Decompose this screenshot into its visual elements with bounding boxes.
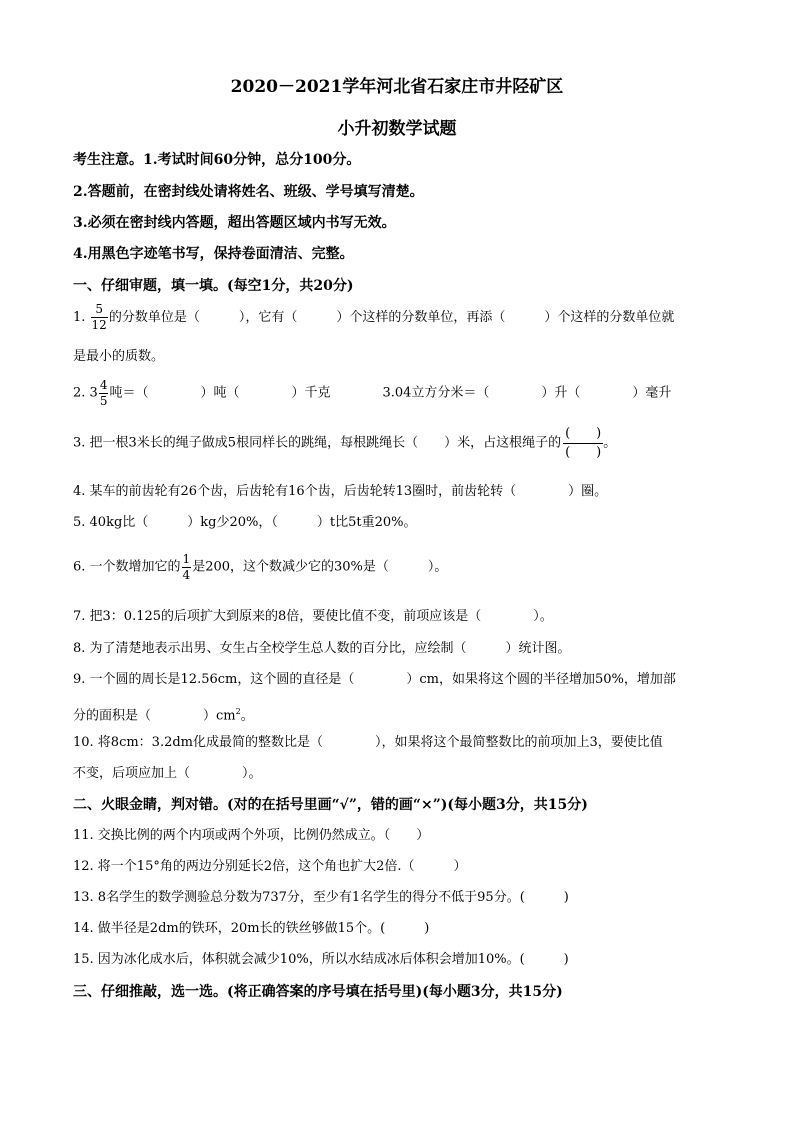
q2-text: 吨＝（ ）吨（ ）千克 3.04立方分米＝（ ）升（ ）毫升 — [109, 385, 672, 401]
q3-blank-fraction — [563, 425, 603, 462]
question-1-continued: 是最小的质数。 — [73, 349, 165, 364]
q3-blank-num: ( ) — [563, 425, 603, 444]
question-5: 5. 40kg比（ ）kg少20%，（ ）t比5t重20%。 — [73, 515, 417, 530]
question-2 — [73, 378, 671, 409]
question-15: 15. 因为冰化成水后，体积就会减少10%，所以水结成冰后体积会增加10%。( ) — [73, 952, 569, 967]
section-3-heading: 三、仔细推敲，选一选。(将正确答案的序号填在括号里)(每小题3分，共15分) — [73, 984, 563, 1000]
q1-frac-den: 12 — [91, 318, 107, 332]
q9-line2: 分的面积是（ ）cm — [73, 708, 236, 724]
q1-prefix: 1. — [73, 310, 90, 325]
q6-frac-num: 1 — [182, 552, 191, 566]
notice-line-1: 考生注意。1.考试时间60分钟，总分100分。 — [73, 152, 361, 168]
notice-line-3: 3.必须在密封线内答题，超出答题区域内书写无效。 — [73, 215, 396, 231]
question-9-continued — [73, 703, 254, 725]
question-9: 9. 一个圆的周长是12.56cm，这个圆的直径是（ ）cm，如果将这个圆的半径增加50%，增加部 — [73, 672, 676, 687]
question-14: 14. 做半径是2dm的铁环，20m长的铁丝够做15个。( ) — [73, 921, 430, 936]
question-4: 4. 某车的前齿轮有26个齿，后齿轮有16个齿，后齿轮转13圈时，前齿轮转（ ）圈。 — [73, 484, 608, 499]
question-12: 12. 将一个15°角的两边分别延长2倍，这个角也扩大2倍.（ ） — [73, 859, 467, 874]
q2-fraction — [99, 378, 109, 409]
question-1 — [73, 302, 674, 333]
q3-text: 3. 把一根3米长的绳子做成5根同样长的跳绳，每根跳绳长（ ）米，占这根绳子的 — [73, 435, 562, 451]
question-7: 7. 把3：0.125的后项扩大到原来的8倍，要使比值不变，前项应该是（ ）。 — [73, 609, 553, 624]
question-10-continued: 不变，后项应加上（ ）。 — [73, 766, 262, 781]
question-10: 10. 将8cm：3.2dm化成最简的整数比是（ ），如果将这个最简整数比的前项加上3，要使比值 — [73, 735, 663, 750]
q9-end: 。 — [240, 708, 254, 724]
notice-line-2: 2.答题前，在密封线处请将姓名、班级、学号填写清楚。 — [73, 184, 424, 200]
q6-prefix: 6. 一个数增加它的 — [73, 559, 181, 575]
question-8: 8. 为了清楚地表示出男、女生占全校学生总人数的百分比，应绘制（ ）统计图。 — [73, 641, 571, 656]
exam-title: 2020－2021学年河北省石家庄市井陉矿区 — [230, 77, 564, 97]
q6-text: 是200，这个数减少它的30%是（ ）。 — [192, 559, 448, 575]
q6-frac-den: 4 — [182, 568, 191, 582]
q2-frac-den: 5 — [99, 394, 108, 408]
q6-fraction — [182, 552, 192, 583]
question-6 — [73, 552, 447, 583]
question-13: 13. 8名学生的数学测验总分数为737分，至少有1名学生的得分不低于95分。( ) — [73, 890, 569, 905]
q3-blank-den: ( ) — [565, 445, 602, 460]
section-2-heading: 二、火眼金睛，判对错。(对的在括号里画“√”，错的画“×”)(每小题3分，共15分) — [73, 797, 588, 813]
q1-fraction — [91, 302, 108, 333]
section-1-heading: 一、仔细审题，填一填。(每空1分，共20分) — [73, 278, 354, 294]
question-11: 11. 交换比例的两个内项或两个外项，比例仍然成立。（ ） — [73, 828, 430, 843]
exam-subtitle: 小升初数学试题 — [337, 119, 457, 139]
notice-line-4: 4.用黑色字迹笔书写，保持卷面清洁、完整。 — [73, 246, 354, 262]
q2-frac-num: 4 — [99, 378, 108, 392]
q3-end: 。 — [603, 435, 617, 451]
q1-text: 的分数单位是（ ），它有（ ）个这样的分数单位，再添（ ）个这样的分数单位就 — [108, 310, 675, 325]
q9-superscript: 2 — [235, 707, 241, 716]
question-3 — [73, 425, 616, 462]
q1-frac-num: 5 — [91, 302, 108, 318]
q2-prefix: 2. 3 — [73, 385, 98, 401]
